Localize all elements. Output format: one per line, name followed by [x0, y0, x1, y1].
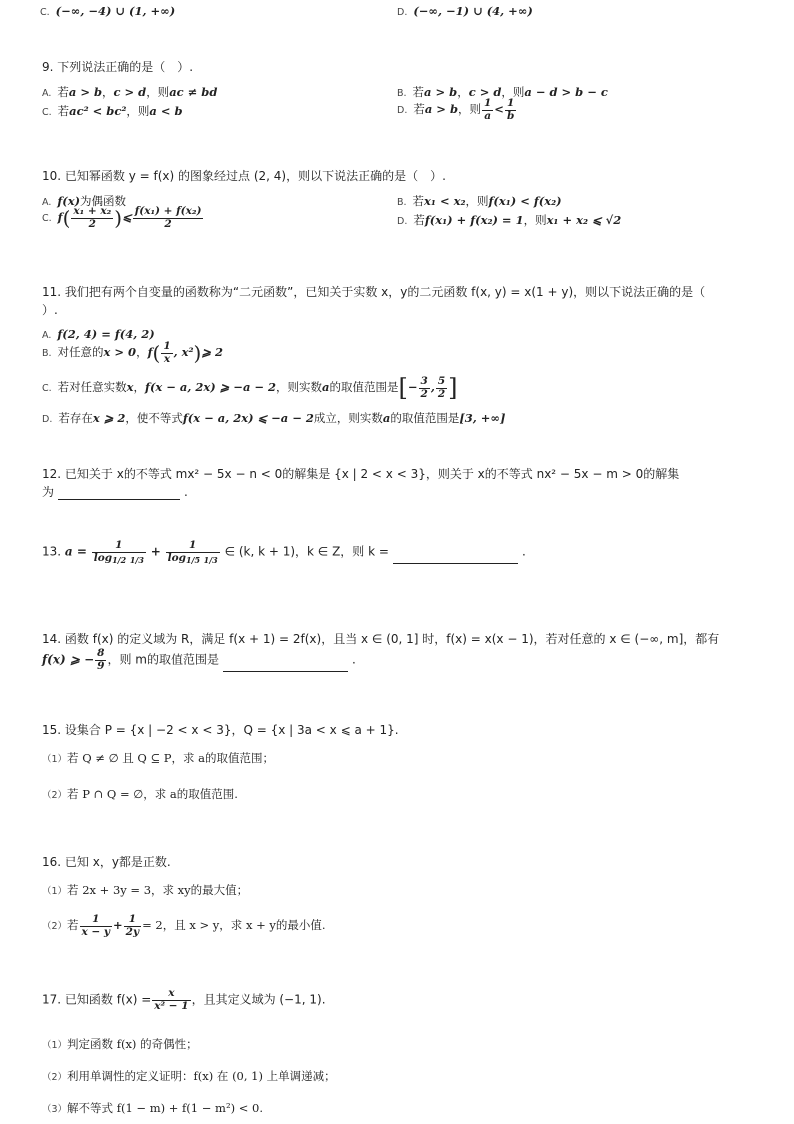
log-base: 1/2 [112, 554, 127, 565]
q12-stem-line1: 12. 已知关于 x的不等式 mx² − 5x − n < 0的解集是 {x | 2 < x < 3}，则关于 x的不等式 nx² − 5x − m > 0的解集 [42, 467, 680, 481]
text: ，则 m的取值范围是 [107, 652, 219, 667]
fraction [71, 206, 113, 230]
math: + [150, 544, 161, 559]
q10-option-b [397, 193, 562, 209]
text: 若 [57, 85, 69, 99]
numerator: 8 [97, 647, 105, 659]
denominator: b [506, 109, 515, 122]
math: ⩾ 2 [201, 345, 224, 360]
math: x₁ + x₂ ⩽ √2 [546, 213, 622, 227]
q11-option-b [42, 341, 223, 365]
text: . [184, 485, 188, 499]
text: 解不等式 f(1 − m) + f(1 − m²) < 0. [67, 1101, 263, 1115]
sub-question-number: （1） [42, 886, 68, 897]
text: 13. [42, 544, 62, 559]
math: ⩽ [122, 210, 132, 225]
q17-sub-2 [42, 1068, 336, 1084]
numerator: 5 [437, 374, 446, 387]
numerator: 1 [483, 97, 492, 109]
numerator: 1 [166, 540, 220, 553]
option-label: D. [42, 414, 53, 425]
math: f [147, 345, 153, 360]
paren: ( [152, 341, 161, 366]
fraction [419, 376, 430, 400]
fraction [95, 648, 106, 672]
text: ， [102, 85, 114, 99]
q12-stem-line2 [42, 483, 188, 500]
q14-stem-line2 [42, 648, 356, 672]
option-label: B. [42, 348, 52, 360]
answer-blank[interactable] [393, 550, 518, 564]
denominator: x² − 1 [154, 999, 189, 1012]
paren: ) [114, 206, 123, 231]
math: a [322, 380, 330, 394]
text: 对任意的 [57, 345, 104, 360]
fraction [124, 914, 141, 938]
text: . [521, 544, 526, 559]
option-label: C. [42, 213, 52, 225]
numerator: x [152, 988, 190, 1001]
denominator: 2 [88, 217, 96, 230]
sub-question-number: （1） [42, 1040, 68, 1051]
denominator [166, 553, 220, 565]
fraction [505, 98, 516, 122]
log-label: log [93, 551, 113, 564]
math: f(x − a, 2x) ⩽ −a − 2 [182, 411, 314, 425]
answer-blank[interactable] [58, 486, 180, 500]
math: + [113, 918, 123, 933]
q11-stem-line2: ）. [42, 303, 58, 317]
q9-option-c [42, 103, 183, 119]
text: 若 [67, 918, 79, 933]
q9-stem: 9. 下列说法正确的是（ ）. [42, 60, 194, 74]
text: ，则 [126, 104, 150, 118]
numerator: 1 [124, 914, 141, 927]
math: a − d > b − c [524, 85, 608, 99]
math: a = [64, 544, 87, 559]
math: c > d [113, 85, 147, 99]
option-label: D. [397, 216, 408, 227]
denominator: 2 [164, 217, 172, 230]
q11-option-d [42, 410, 505, 426]
text: 利用单调性的定义证明：f(x) 在 (0, 1) 上单调递减； [67, 1069, 336, 1083]
text: 判定函数 f(x) 的奇偶性； [67, 1037, 198, 1051]
option-label: B. [397, 197, 407, 208]
q14-stem-line1: 14. 函数 f(x) 的定义域为 R，满足 f(x + 1) = 2f(x)，且当 x ∈ (0, 1] 时，f(x) = x(x − 1)，若对任意的 x ∈ (−∞, m]，都有 [42, 632, 720, 646]
sub-question-number: （2） [42, 1072, 68, 1083]
text: ， [457, 85, 469, 99]
numerator: 1 [92, 540, 146, 553]
q9-option-a [42, 84, 217, 100]
text: 为 [42, 485, 55, 499]
q11-stem-line1: 11. 我们把有两个自变量的函数称为“二元函数”，已知关于实数 x，y的二元函数 f(x, y) = x(1 + y)，则以下说法正确的是（ [42, 285, 706, 299]
math: a > b [424, 102, 458, 117]
text: 若 [413, 102, 425, 117]
math: f(x₁) + f(x₂) = 1 [424, 213, 524, 227]
math: ac ≠ bd [169, 85, 218, 99]
q17-sub-3 [42, 1100, 263, 1116]
option-label: C. [42, 107, 52, 118]
math: f(x₁) < f(x₂) [488, 194, 562, 208]
q15-stem: 15. 设集合 P = {x | −2 < x < 3}，Q = {x | 3a < x ⩽ a + 1}. [42, 723, 399, 737]
option-label: D. [397, 105, 408, 117]
fraction [161, 341, 172, 365]
text: . [351, 652, 356, 667]
q8-option-c [40, 4, 175, 18]
text: 的取值范围是 [390, 411, 460, 425]
option-label: D. [397, 7, 408, 18]
fraction [152, 988, 190, 1012]
denominator: 2 [437, 387, 446, 400]
denominator: x − y [81, 925, 111, 938]
text: 若 P ∩ Q = ∅，求 a的取值范围. [67, 787, 238, 801]
answer-blank[interactable] [223, 658, 348, 672]
text: ，则 [146, 85, 170, 99]
log-label: log [167, 551, 186, 564]
q11-option-a [42, 327, 155, 341]
math: f(x − a, 2x) ⩾ −a − 2 [145, 380, 277, 394]
option-label: A. [42, 88, 52, 99]
denominator: 2y [125, 925, 140, 938]
q10-stem: 10. 已知幂函数 y = f(x) 的图象经过点 (2, 4)，则以下说法正确的是（ ）. [42, 169, 446, 183]
text: ∈ (k, k + 1)，k ∈ Z，则 k = [224, 544, 389, 559]
numerator: 1 [505, 98, 516, 111]
fraction [92, 540, 146, 564]
q17-stem [42, 988, 326, 1012]
text: 若存在 [58, 411, 93, 425]
text: ，则 [465, 194, 489, 208]
sub-question-number: （3） [42, 1104, 68, 1115]
paren: ( [62, 206, 71, 231]
numerator: 1 [163, 340, 171, 352]
text: ，使不等式 [125, 411, 183, 425]
fraction [482, 98, 493, 122]
q17-sub-1 [42, 1036, 198, 1052]
q11-option-c [42, 374, 458, 402]
q15-sub-2 [42, 786, 238, 802]
math: f [57, 210, 63, 225]
q10-option-d [397, 212, 621, 228]
math: [3, +∞] [459, 411, 506, 425]
text: 为偶函数 [80, 194, 127, 208]
paren: ) [193, 341, 202, 366]
q15-sub-1 [42, 750, 274, 766]
numerator: 1 [80, 914, 112, 927]
q16-sub-1 [42, 882, 248, 898]
math: a [382, 411, 391, 425]
denominator: 9 [97, 659, 105, 672]
math: a > b [68, 85, 102, 99]
q8-option-d [397, 4, 533, 18]
text: 的取值范围是 [329, 380, 399, 394]
math: f(x) [57, 194, 81, 208]
fraction [166, 540, 220, 564]
text: ，则实数 [276, 380, 323, 394]
numerator: 3 [420, 374, 428, 387]
q16-stem: 16. 已知 x，y都是正数. [42, 855, 171, 869]
math: x₁ < x₂ [424, 194, 466, 208]
log-argument: 1/3 [203, 554, 218, 565]
numerator: x₁ + x₂ [73, 205, 112, 217]
bracket: [ [398, 374, 408, 402]
log-argument: 1/3 [129, 554, 144, 565]
text: 若 [412, 194, 425, 208]
text: 若 Q ≠ ∅ 且 Q ⊆ P，求 a的取值范围； [67, 751, 275, 765]
math: c > d [468, 85, 502, 99]
text: = 2，且 x > y，求 x + y的最小值. [142, 918, 326, 933]
fraction [133, 206, 204, 230]
text: 若 [412, 85, 425, 99]
text: 成立，则实数 [313, 411, 383, 425]
math: x > 0 [103, 345, 137, 360]
option-label: A. [42, 197, 52, 208]
text: 若 [57, 104, 70, 118]
denominator: 2 [420, 387, 428, 400]
math: < [494, 102, 504, 117]
math: a > b [424, 85, 458, 99]
math: x [126, 380, 134, 394]
fraction [80, 914, 112, 938]
q8-option-c-text: (−∞, −4) ∪ (1, +∞) [55, 4, 176, 18]
fraction [436, 376, 447, 400]
text: 若 2x + 3y = 3，求 xy的最大值； [67, 883, 249, 897]
option-label: B. [397, 88, 407, 99]
text: ，则 [457, 102, 481, 117]
sub-question-number: （2） [42, 921, 68, 933]
text: ， [133, 380, 146, 394]
q13-stem [42, 540, 526, 564]
text: ，且其定义域为 (−1, 1). [191, 992, 326, 1007]
sub-question-number: （1） [42, 754, 68, 765]
math: a < b [149, 104, 183, 118]
option-label: C. [42, 383, 52, 394]
numerator: f(x₁) + f(x₂) [134, 205, 202, 217]
text: 17. 已知函数 f(x) = [42, 992, 152, 1007]
text: ，则 [501, 85, 525, 99]
q9-option-d [397, 98, 517, 122]
q8-option-d-text: (−∞, −1) ∪ (4, +∞) [413, 4, 533, 18]
denominator: x [163, 352, 171, 365]
bracket: ] [448, 374, 458, 402]
math: f(2, 4) = f(4, 2) [57, 327, 155, 341]
q10-option-c [42, 206, 204, 230]
math: , [430, 380, 435, 394]
option-label: C. [40, 7, 50, 18]
math: , x² [173, 345, 194, 360]
log-base: 1/5 [185, 554, 201, 565]
q16-sub-2 [42, 914, 326, 938]
text: ，则 [523, 213, 547, 227]
math: x ⩾ 2 [92, 411, 126, 425]
math: ac² < bc² [69, 104, 127, 118]
denominator [92, 553, 146, 565]
math: − [407, 380, 418, 394]
sub-question-number: （2） [42, 790, 68, 801]
math: f(x) ⩾ − [42, 652, 95, 667]
denominator: a [484, 109, 492, 122]
text: ， [136, 345, 148, 360]
text: 若对任意实数 [57, 380, 127, 394]
option-label: A. [42, 330, 52, 341]
text: 若 [413, 213, 425, 227]
